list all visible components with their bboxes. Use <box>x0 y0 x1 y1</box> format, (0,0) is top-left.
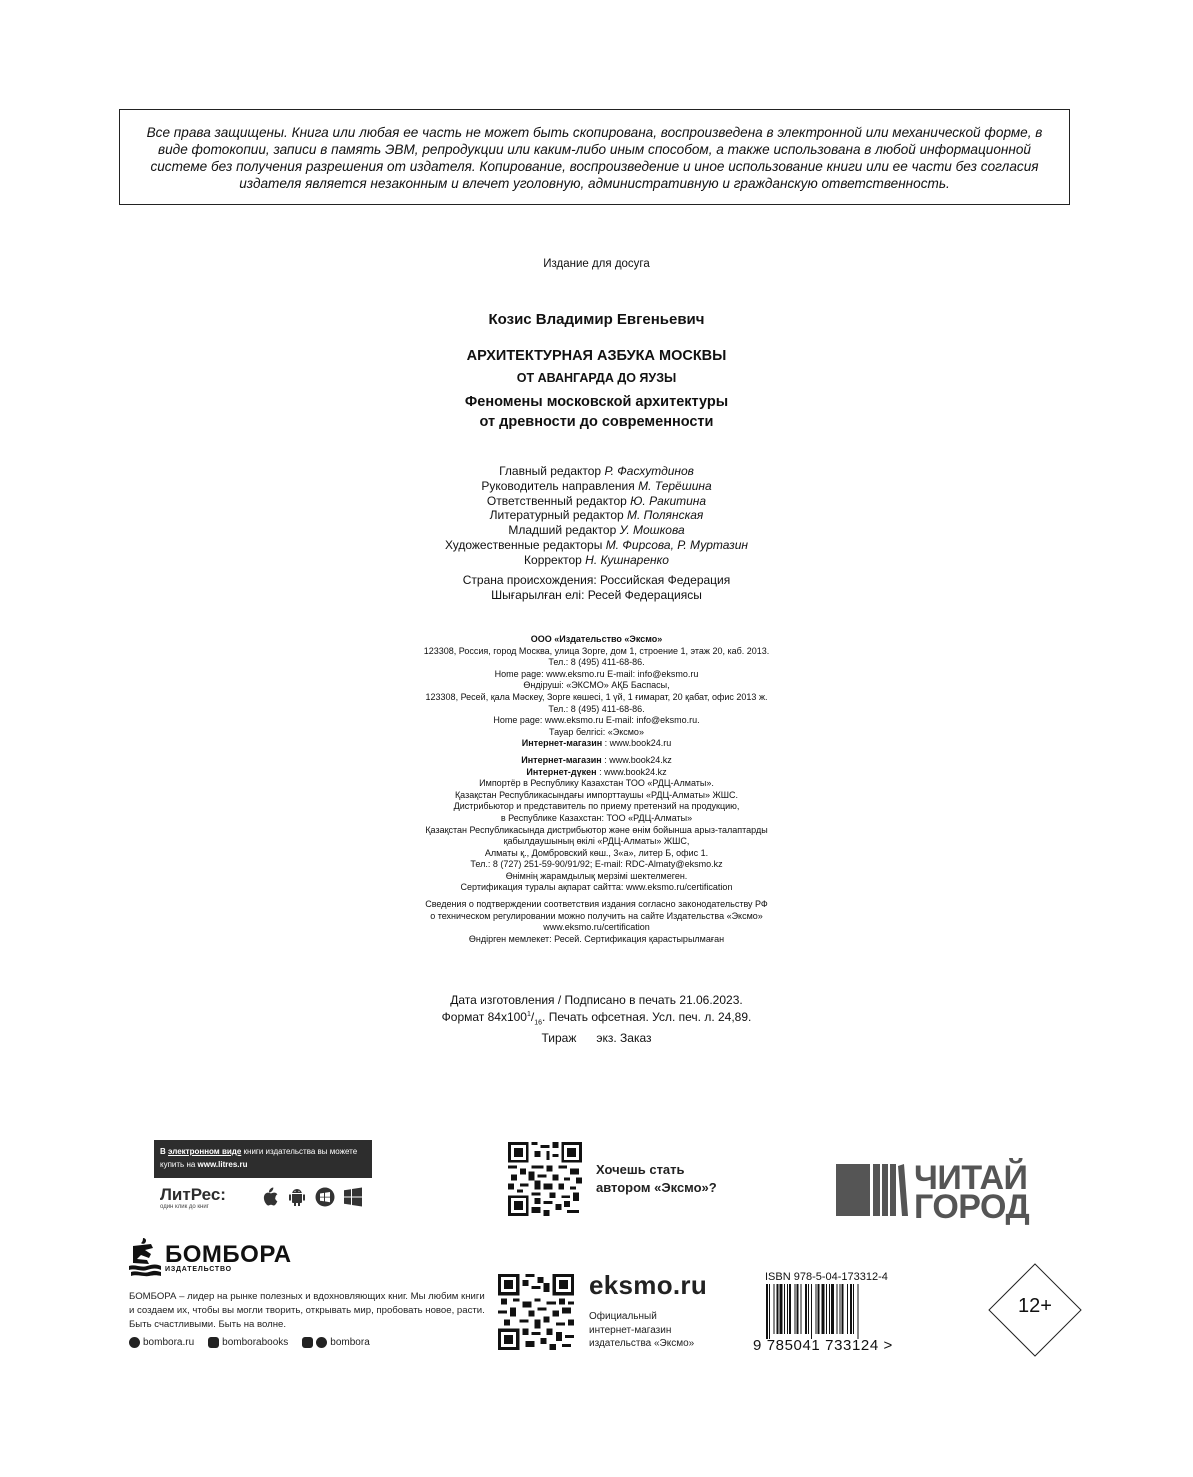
publisher-line: в Республике Казахстан: ТОО «РДЦ-Алматы» <box>500 812 693 823</box>
rights-notice-box <box>119 109 1070 205</box>
barcode-bar <box>842 1284 844 1334</box>
publisher-line: Дистрибьютор и представитель по приему претензий на продукцию, <box>453 801 740 812</box>
publisher-line: Сертификация туралы ақпарат сайтта: www.eksmo.ru/certification <box>460 882 733 893</box>
barcode-bar <box>836 1284 837 1334</box>
chitai-gorod-word1: ЧИТАЙ <box>914 1159 1028 1197</box>
vk-icon <box>208 1337 219 1348</box>
author-call-to-action: Хочешь стать автором «Эксмо»? <box>596 1162 717 1195</box>
litres-logo: ЛитРес: <box>160 1185 226 1204</box>
chitai-gorod-books-icon <box>836 1164 880 1216</box>
bombora-description: БОМБОРА – лидер на рынке полезных и вдохновляющих книг. Мы любим книги и создаем их, чтобы вы могли творить, открывать мир, пробовать новое, расти. Быть счастливыми. Быть на волне. <box>129 1291 485 1330</box>
series-line: Феномены московской архитектуры <box>464 394 729 410</box>
barcode-bar <box>805 1284 807 1334</box>
barcode-bar <box>766 1284 768 1339</box>
barcode-bar <box>840 1284 841 1334</box>
bombora-vk-link[interactable]: bomborabooks <box>208 1337 288 1348</box>
publisher-line: 123308, Ресей, қала Мәскеу, Зорге көшесі, 1 үй, 1 ғимарат, 20 қабат, офис 2013 ж. <box>425 691 768 702</box>
isbn-barcode <box>764 1284 924 1339</box>
publisher-line: Тауар белгісі: «Эксмо» <box>549 726 644 737</box>
litres-banner[interactable]: В электронном виде книги издательства вы можете купить на www.litres.ru <box>154 1140 372 1178</box>
barcode-bar <box>853 1284 854 1334</box>
age-rating-text: 12+ <box>1018 1295 1052 1317</box>
online-shop-kz: Интернет-магазин : www.book24.kz <box>521 754 672 765</box>
author-qr-code[interactable] <box>508 1142 582 1216</box>
barcode-bar <box>794 1284 795 1334</box>
barcode-bar <box>811 1284 812 1339</box>
publisher-name: ООО «Издательство «Эксмо» <box>530 634 663 644</box>
barcode-bar <box>777 1284 779 1334</box>
credit-line: Руководитель направления М. Терёшина <box>481 478 712 493</box>
book-series <box>0 392 1193 432</box>
bombora-name: БОМБОРА <box>165 1240 292 1268</box>
online-shop-kz-kk: Интернет-дүкен : www.book24.kz <box>526 766 667 777</box>
eksmo-description: Официальный интернет-магазин издательства «Эксмо» <box>589 1311 695 1349</box>
certification-line: Өндірген мемлекет: Ресей. Сертификация қарастырылмаған <box>468 933 725 944</box>
barcode-bar <box>829 1284 830 1334</box>
barcode-bar <box>789 1284 791 1334</box>
barcode-bar <box>780 1284 783 1334</box>
eksmo-qr-code[interactable] <box>498 1274 574 1350</box>
publisher-line: қабылдаушының өкілі «РДЦ-Алматы» ЖШС, <box>503 836 690 847</box>
bombora-telegram-link[interactable]: bombora <box>302 1337 369 1348</box>
eksmo-domain[interactable]: eksmo.ru <box>589 1270 708 1300</box>
chitai-gorod-word2: ГОРОД <box>914 1188 1030 1226</box>
bombora-social-links <box>129 1337 370 1348</box>
credits-list <box>0 464 1193 568</box>
certification-line: www.eksmo.ru/certification <box>543 922 650 933</box>
litres-tagline: один клик до книг <box>160 1204 209 1210</box>
author-name: Козис Владимир Евгеньевич <box>488 311 705 328</box>
publisher-line: Қазақстан Республикасында дистрибьютор және өнім бойынша арыз-талаптарды <box>425 824 768 835</box>
barcode-bar <box>831 1284 834 1334</box>
barcode-bar <box>850 1284 852 1334</box>
barcode-bar <box>787 1284 788 1334</box>
bombora-subtitle: ИЗДАТЕЛЬСТВО <box>165 1265 232 1273</box>
series-line: от древности до современности <box>479 414 714 430</box>
publisher-line: 123308, Россия, город Москва, улица Зорге, дом 1, строение 1, этаж 20, каб. 2013. <box>423 645 770 656</box>
credit-line: Главный редактор Р. Фасхутдинов <box>499 464 694 478</box>
publisher-line: Өндіруші: «ЭКСМО» АҚБ Баспасы, <box>523 680 670 691</box>
bombora-website-link[interactable]: bombora.ru <box>129 1337 194 1348</box>
publisher-info <box>0 634 1193 945</box>
publisher-line: Қазақстан Республикасындағы импорттаушы «РДЦ-Алматы» ЖШС. <box>454 789 739 800</box>
print-format: Формат $84x100^1/_{16}$. Печать офсетная. Усл. печ. л. 24,89. <box>441 1009 752 1027</box>
barcode-bar <box>796 1284 798 1334</box>
barcode-bar <box>801 1284 802 1334</box>
barcode-bar <box>784 1284 785 1334</box>
barcode-bar <box>826 1284 827 1334</box>
globe-icon <box>129 1337 140 1348</box>
barcode-bar <box>769 1284 770 1339</box>
barcode-bar <box>815 1284 816 1334</box>
credit-line: Корректор Н. Кушнаренко <box>524 552 669 567</box>
bombora-logo <box>129 1238 292 1278</box>
bombora-surfer-icon <box>129 1238 161 1278</box>
book-subtitle: ОТ АВАНГАРДА ДО ЯУЗЫ <box>516 371 677 385</box>
publisher-line: Алматы қ., Домбровский көш., 3«а», литер Б, офис 1. <box>484 847 709 858</box>
print-run: Тираж экз. Заказ <box>541 1030 652 1045</box>
store-icons <box>258 1186 364 1208</box>
credit-line: Художественные редакторы М. Фирсова, Р. Муртазин <box>444 537 748 552</box>
online-shop-ru: Интернет-магазин : www.book24.ru <box>521 738 672 749</box>
certification-line: Сведения о подтверждении соответствия издания согласно законодательству РФ <box>425 899 768 910</box>
barcode-bar <box>817 1284 819 1334</box>
publisher-line: Home page: www.eksmo.ru E-mail: info@eksmo.ru <box>494 668 699 679</box>
telegram-icon <box>316 1337 327 1348</box>
rights-notice-text: Все права защищены. Книга или любая ее часть не может быть скопирована, воспроизведена в электронной или механической форме, в виде фотокопии, записи в память ЭВМ, репродукции или каким-либо иным способом, а также использована в любой информационной системе без получения разрешения от издателя. Копирование, воспроизведение и иное использование книги или ее части без согласия издателя является незаконным и влечет уголовную, административную и гражданскую ответственность. <box>146 125 1043 191</box>
chitai-gorod-logo <box>836 1159 1030 1226</box>
publisher-line: Импортёр в Республику Казахстан ТОО «РДЦ-Алматы». <box>479 778 714 789</box>
publisher-line: Home page: www.eksmo.ru E-mail: info@eksmo.ru. <box>493 715 700 726</box>
windows-icon <box>342 1186 364 1208</box>
windows-phone-icon <box>314 1186 336 1208</box>
country-of-origin <box>0 573 1193 603</box>
isbn-digits: 9 785041 733124 > <box>753 1337 893 1354</box>
isbn-label: ISBN 978-5-04-173312-4 <box>765 1271 888 1283</box>
barcode-bar <box>822 1284 825 1334</box>
chitai-gorod-book-icon <box>882 1164 908 1216</box>
certification-line: о техническом регулировании можно получить на сайте Издательства «Эксмо» <box>430 910 763 921</box>
origin-line: Страна происхождения: Российская Федерация <box>462 573 731 587</box>
publisher-line: Өнімнің жарамдылық мерзімі шектелмеген. <box>505 870 688 881</box>
publisher-line: Тел.: 8 (495) 411-68-86. <box>548 703 645 714</box>
barcode-bar <box>773 1284 774 1334</box>
origin-line: Шығарылған елі: Ресей Федерациясы <box>491 588 702 602</box>
print-info <box>0 993 1193 1046</box>
book-title: АРХИТЕКТУРНАЯ АЗБУКА МОСКВЫ <box>466 348 727 364</box>
barcode-bar <box>847 1284 848 1334</box>
edition-type: Издание для досуга <box>543 258 650 270</box>
credit-line: Ответственный редактор Ю. Ракитина <box>486 493 707 508</box>
barcode-bar <box>857 1284 858 1339</box>
publisher-line: Тел.: 8 (495) 411-68-86. <box>548 657 645 668</box>
messenger-icon <box>302 1337 313 1348</box>
barcode-bar <box>808 1284 809 1334</box>
android-icon <box>286 1186 308 1208</box>
credit-line: Младший редактор У. Мошкова <box>508 523 685 538</box>
apple-icon <box>258 1186 280 1208</box>
credit-line: Литературный редактор М. Полянская <box>489 508 704 523</box>
print-date: Дата изготовления / Подписано в печать 21.06.2023. <box>450 993 743 1007</box>
publisher-line: Тел.: 8 (727) 251-59-90/91/92; E-mail: RDC-Almaty@eksmo.kz <box>470 859 723 870</box>
